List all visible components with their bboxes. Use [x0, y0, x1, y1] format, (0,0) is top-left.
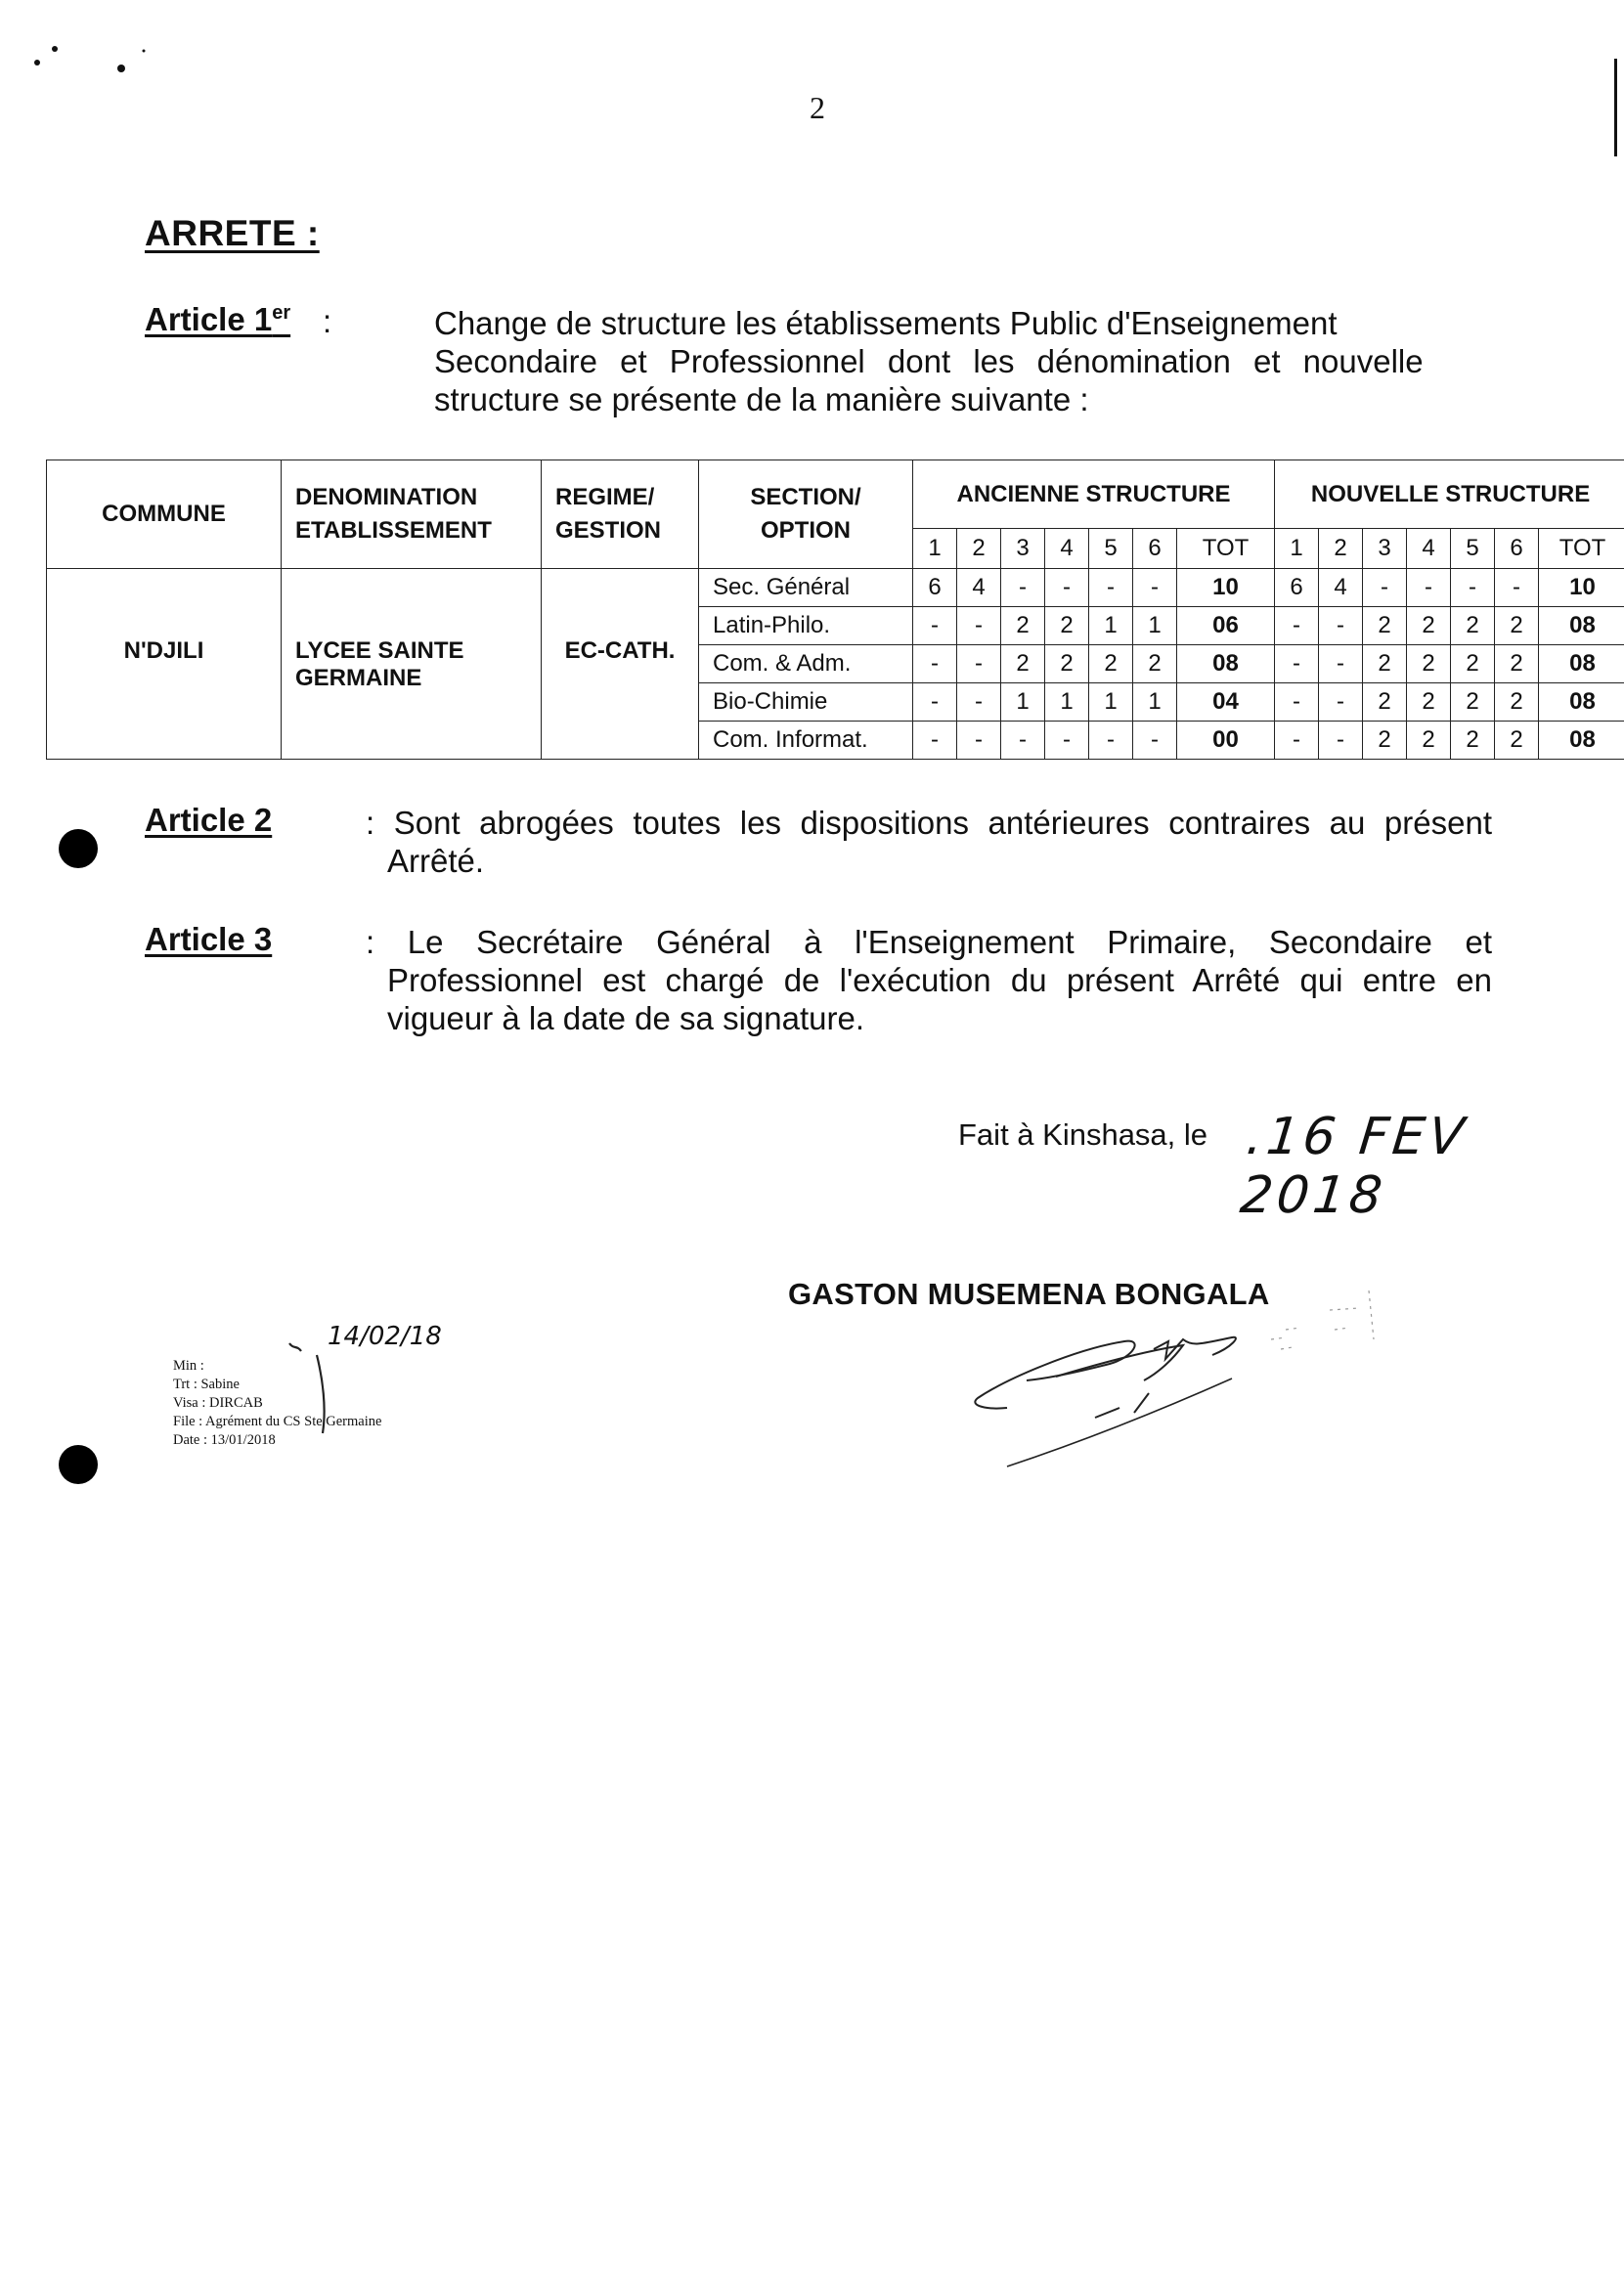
year-header: 4 [1407, 529, 1451, 569]
ancienne-year-cell: - [957, 607, 1001, 645]
ancienne-year-cell: 6 [913, 569, 957, 607]
article-3-line: vigueur à la date de sa signature. [387, 1000, 864, 1036]
nouvelle-year-cell: - [1363, 569, 1407, 607]
section-cell: Com. & Adm. [699, 645, 913, 683]
article-3-text [366, 923, 1492, 1037]
meta-min: Min : [173, 1358, 204, 1374]
article-2-line: : Sont abrogées toutes les dispositions antérieures contraires au présent [366, 805, 1492, 841]
punch-hole-mark [59, 829, 98, 868]
ancienne-total-cell: 00 [1177, 722, 1275, 760]
nouvelle-year-cell: 2 [1451, 683, 1495, 722]
header-nouvelle-structure: NOUVELLE STRUCTURE [1275, 460, 1624, 529]
nouvelle-year-cell: 2 [1451, 607, 1495, 645]
ancienne-year-cell: 2 [1001, 607, 1045, 645]
ancienne-year-cell: 2 [1133, 645, 1177, 683]
nouvelle-year-cell: 2 [1495, 645, 1539, 683]
article-1-label: Article 1er [145, 301, 291, 337]
nouvelle-year-cell: - [1407, 569, 1451, 607]
nouvelle-total-cell: 08 [1539, 722, 1624, 760]
ancienne-year-cell: - [1133, 722, 1177, 760]
year-header: 3 [1363, 529, 1407, 569]
structure-table [46, 460, 1624, 760]
page-number: 2 [810, 90, 825, 125]
ancienne-total-cell: 04 [1177, 683, 1275, 722]
ancienne-year-cell: - [1133, 569, 1177, 607]
ancienne-year-cell: - [913, 722, 957, 760]
year-header: 1 [913, 529, 957, 569]
nouvelle-year-cell: 2 [1451, 722, 1495, 760]
nouvelle-year-cell: 2 [1407, 683, 1451, 722]
nouvelle-year-cell: 2 [1495, 722, 1539, 760]
punch-hole-mark [59, 1445, 98, 1484]
nouvelle-year-cell: - [1275, 683, 1319, 722]
scan-edge-mark [1614, 59, 1617, 156]
nouvelle-year-cell: - [1275, 645, 1319, 683]
header-ancienne-structure: ANCIENNE STRUCTURE [913, 460, 1275, 529]
nouvelle-total-cell: 08 [1539, 607, 1624, 645]
nouvelle-total-cell: 08 [1539, 683, 1624, 722]
initials-date [328, 1322, 442, 1351]
year-header: 4 [1045, 529, 1089, 569]
ancienne-year-cell: 2 [1089, 645, 1133, 683]
nouvelle-year-cell: - [1275, 722, 1319, 760]
ancienne-year-cell: 1 [1089, 607, 1133, 645]
fait-a-kinshasa: Fait à Kinshasa, le [958, 1117, 1208, 1152]
year-header: 5 [1451, 529, 1495, 569]
nouvelle-year-cell: 2 [1363, 645, 1407, 683]
nouvelle-year-cell: 2 [1363, 722, 1407, 760]
ancienne-year-cell: 1 [1001, 683, 1045, 722]
ancienne-year-cell: - [1089, 569, 1133, 607]
signature-image [948, 1271, 1418, 1476]
ancienne-year-cell: - [913, 645, 957, 683]
document-meta [173, 1357, 381, 1450]
year-header: 1 [1275, 529, 1319, 569]
article-3-label: Article 3 [145, 921, 273, 957]
ancienne-year-cell: 1 [1133, 683, 1177, 722]
nouvelle-total-cell: 08 [1539, 645, 1624, 683]
header-section: SECTION/ OPTION [699, 460, 913, 569]
meta-trt: Trt : Sabine [173, 1377, 240, 1392]
table-body [47, 569, 1624, 760]
ancienne-year-cell: 4 [957, 569, 1001, 607]
nouvelle-year-cell: - [1319, 683, 1363, 722]
ancienne-year-cell: - [913, 607, 957, 645]
article-3-line: Professionnel est chargé de l'exécution du présent Arrêté qui entre en [387, 962, 1492, 998]
ancienne-year-cell: - [1045, 722, 1089, 760]
heading-arrete: ARRETE : [145, 213, 320, 253]
ancienne-year-cell: 1 [1133, 607, 1177, 645]
year-header: 2 [1319, 529, 1363, 569]
nouvelle-year-cell: - [1319, 645, 1363, 683]
nouvelle-year-cell: 2 [1407, 645, 1451, 683]
meta-visa: Visa : DIRCAB [173, 1395, 263, 1411]
meta-file: File : Agrément du CS Ste Germaine [173, 1414, 382, 1429]
initials-date-text: 14/02/18 [328, 1322, 442, 1351]
ancienne-year-cell: 2 [1001, 645, 1045, 683]
year-header: 2 [957, 529, 1001, 569]
scan-specks [20, 39, 156, 88]
ancienne-year-cell: - [957, 683, 1001, 722]
year-header: 6 [1495, 529, 1539, 569]
nouvelle-year-cell: 2 [1495, 683, 1539, 722]
header-denomination: DENOMINATION ETABLISSEMENT [282, 460, 542, 569]
header-commune: COMMUNE [47, 460, 282, 569]
nouvelle-year-cell: 4 [1319, 569, 1363, 607]
year-header: 3 [1001, 529, 1045, 569]
ancienne-year-cell: 1 [1045, 683, 1089, 722]
nouvelle-year-cell: 2 [1495, 607, 1539, 645]
nouvelle-total-cell: 10 [1539, 569, 1624, 607]
ancienne-year-cell: - [1089, 722, 1133, 760]
year-header: 6 [1133, 529, 1177, 569]
ancienne-total-cell: 08 [1177, 645, 1275, 683]
handwritten-date: .16 FEV 2018 [1237, 1108, 1470, 1225]
article-1-colon: : [323, 303, 332, 339]
signer-name: GASTON MUSEMENA BONGALA [788, 1277, 1270, 1311]
nouvelle-year-cell: - [1319, 607, 1363, 645]
meta-date: Date : 13/01/2018 [173, 1432, 276, 1448]
tot-header: TOT [1539, 529, 1624, 569]
ancienne-year-cell: - [1001, 569, 1045, 607]
section-cell: Bio-Chimie [699, 683, 913, 722]
ancienne-total-cell: 06 [1177, 607, 1275, 645]
year-header: 5 [1089, 529, 1133, 569]
ancienne-total-cell: 10 [1177, 569, 1275, 607]
denomination-cell: LYCEE SAINTE GERMAINE [282, 569, 542, 760]
header-regime: REGIME/ GESTION [542, 460, 699, 569]
article-1-line: Secondaire et Professionnel dont les dénomination et nouvelle [434, 343, 1424, 379]
regime-cell: EC-CATH. [542, 569, 699, 760]
ancienne-year-cell: 2 [1045, 607, 1089, 645]
article-1-line: structure se présente de la manière suivante : [434, 381, 1089, 417]
ancienne-year-cell: - [957, 722, 1001, 760]
nouvelle-year-cell: 6 [1275, 569, 1319, 607]
article-2-line: Arrêté. [387, 843, 485, 879]
nouvelle-year-cell: 2 [1363, 683, 1407, 722]
ancienne-year-cell: - [913, 683, 957, 722]
section-cell: Com. Informat. [699, 722, 913, 760]
section-cell: Sec. Général [699, 569, 913, 607]
nouvelle-year-cell: 2 [1451, 645, 1495, 683]
ancienne-year-cell: - [1045, 569, 1089, 607]
nouvelle-year-cell: - [1275, 607, 1319, 645]
table-row [47, 569, 1624, 607]
ancienne-year-cell: 2 [1045, 645, 1089, 683]
tot-header: TOT [1177, 529, 1275, 569]
article-2-text [366, 804, 1492, 880]
ancienne-year-cell: - [957, 645, 1001, 683]
section-cell: Latin-Philo. [699, 607, 913, 645]
nouvelle-year-cell: 2 [1407, 607, 1451, 645]
nouvelle-year-cell: - [1451, 569, 1495, 607]
commune-cell: N'DJILI [47, 569, 282, 760]
ancienne-year-cell: - [1001, 722, 1045, 760]
article-2-label: Article 2 [145, 802, 273, 838]
ancienne-year-cell: 1 [1089, 683, 1133, 722]
article-1-line: Change de structure les établissements Public d'Enseignement [434, 305, 1338, 341]
nouvelle-year-cell: - [1319, 722, 1363, 760]
article-1-text [434, 304, 1492, 418]
article-3-line: : Le Secrétaire Général à l'Enseignement Primaire, Secondaire et [366, 924, 1492, 960]
nouvelle-year-cell: 2 [1363, 607, 1407, 645]
nouvelle-year-cell: 2 [1407, 722, 1451, 760]
nouvelle-year-cell: - [1495, 569, 1539, 607]
